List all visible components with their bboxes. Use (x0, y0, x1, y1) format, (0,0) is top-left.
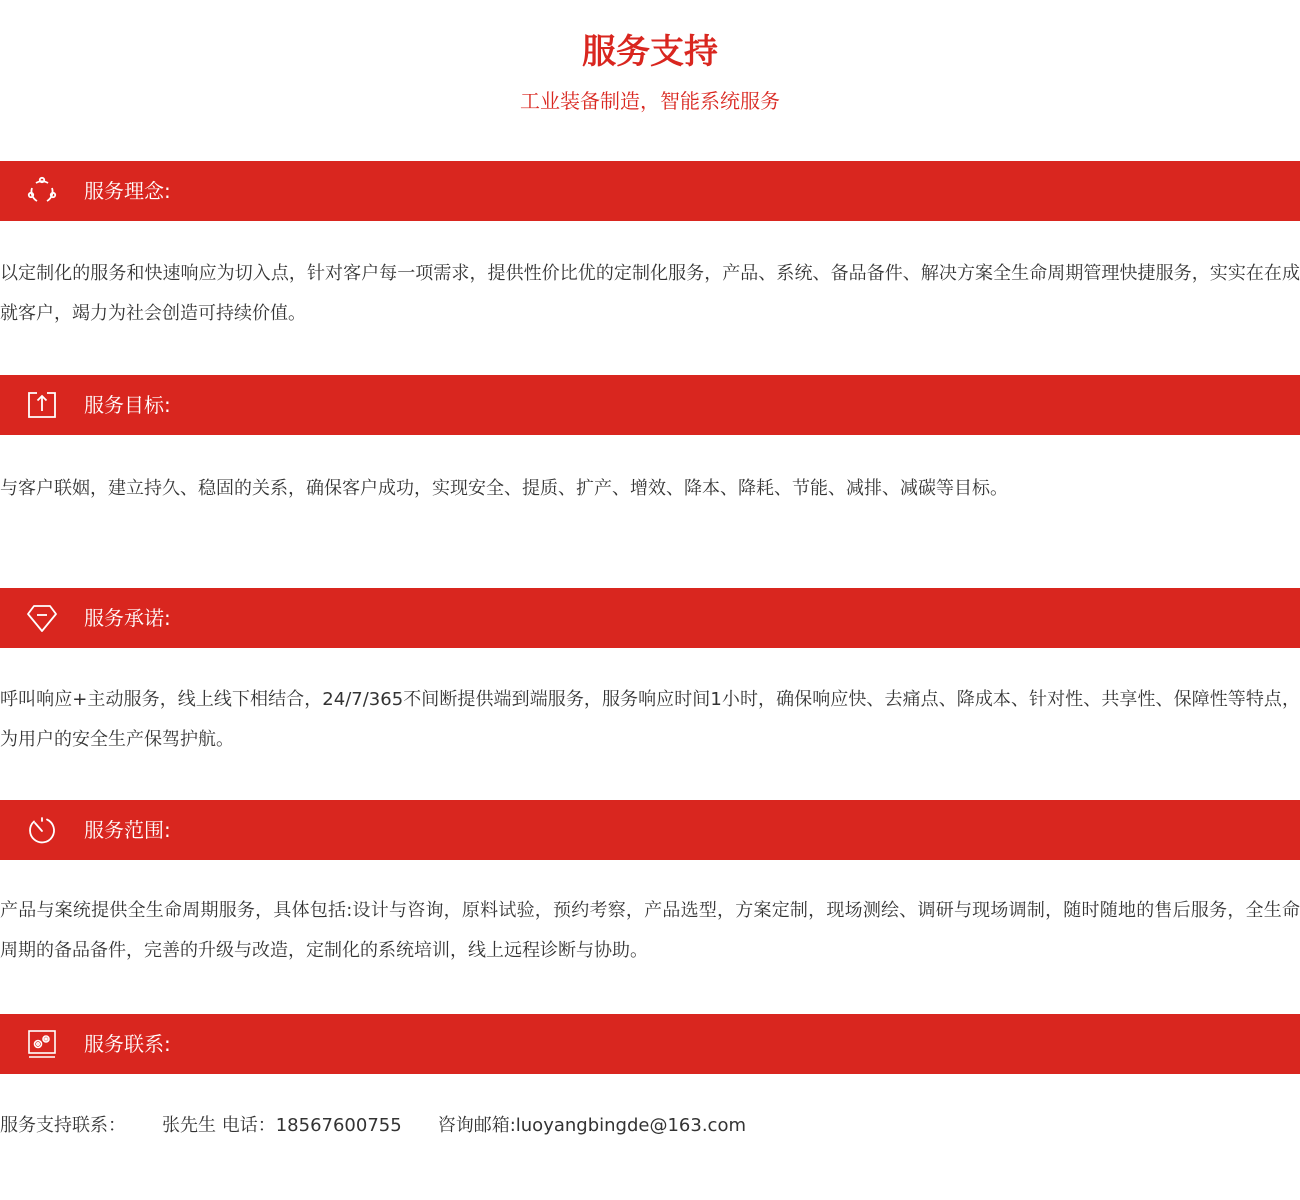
section-label-contact: 服务联系: (84, 1032, 171, 1056)
page-title: 服务支持 (582, 32, 718, 72)
contact-line (0, 1106, 1300, 1146)
section-bar-promise (0, 588, 1300, 648)
diamond-icon (26, 602, 58, 634)
section-bar-scope (0, 800, 1300, 860)
section-body-promise: 呼叫响应+主动服务，线上线下相结合，24/7/365不间断提供端到端服务，服务响应时间1小时，确保响应快、去痛点、降成本、针对性、共享性、保障性等特点，为用户的安全生产保驾护航。 (0, 689, 1300, 750)
section-bar-contact (0, 1014, 1300, 1074)
section-label-philosophy: 服务理念: (84, 179, 171, 203)
section-bar-goal (0, 375, 1300, 435)
section-body-philosophy: 以定制化的服务和快速响应为切入点，针对客户每一项需求，提供性价比优的定制化服务，产品、系统、备品备件、解决方案全生命周期管理快捷服务，实实在在成就客户，竭力为社会创造可持续价值。 (0, 263, 1300, 324)
gear-monitor-icon (26, 1028, 58, 1060)
section-label-goal: 服务目标: (84, 393, 171, 417)
upload-box-icon (26, 389, 58, 421)
timer-icon (26, 814, 58, 846)
section-body-goal: 与客户联姻，建立持久、稳固的关系，确保客户成功，实现安全、提质、扩产、增效、降本、降耗、节能、减排、减碳等目标。 (0, 478, 1008, 499)
section-bar-philosophy (0, 161, 1300, 221)
section-label-scope: 服务范围: (84, 818, 171, 842)
contact-email[interactable]: 咨询邮箱:luoyangbingde@163.com (437, 1115, 746, 1136)
contact-prefix: 服务支持联系： (0, 1115, 126, 1136)
contact-person-phone: 张先生 电话：18567600755 (162, 1115, 402, 1136)
circle-nodes-icon (26, 175, 58, 207)
page-subtitle: 工业装备制造，智能系统服务 (520, 89, 780, 113)
section-body-scope: 产品与案统提供全生命周期服务，具体包括:设计与咨询，原料试验，预约考察，产品选型，方案定制，现场测绘、调研与现场调制，随时随地的售后服务，全生命周期的备品备件，完善的升级与改造，定制化的系统培训，线上远程诊断与协助。 (0, 900, 1300, 961)
section-label-promise: 服务承诺: (84, 606, 171, 630)
